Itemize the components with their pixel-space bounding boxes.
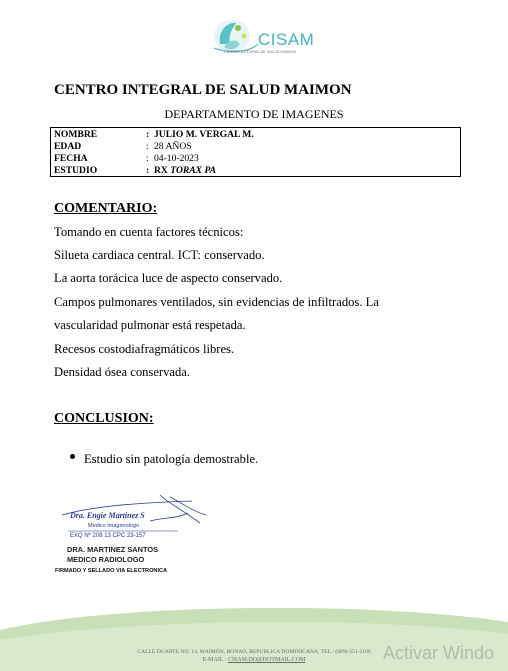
comment-line: Recesos costodiafragmáticos libres. xyxy=(54,342,235,356)
date-value: 04-10-2023 xyxy=(154,153,199,164)
name-label: NOMBRE xyxy=(54,129,98,140)
age-label: EDAD xyxy=(54,141,82,152)
doctor-name: DRA. MARTINEZ SANTOS xyxy=(67,545,159,554)
study-rest: TORAX PA xyxy=(170,165,217,176)
comment-line: Densidad ósea conservada. xyxy=(54,365,191,379)
conclusion-heading: CONCLUSION: xyxy=(54,411,154,426)
comment-heading: COMENTARIO: xyxy=(54,201,158,216)
colon: : xyxy=(146,165,150,176)
study-value xyxy=(152,165,216,177)
info-row-age xyxy=(54,141,460,153)
signed-note: FIRMADO Y SELLADO VIA ELECTRONICA xyxy=(55,568,168,574)
logo-wordmark: CISAM xyxy=(258,30,315,49)
bullet-dot-icon xyxy=(70,454,75,459)
logo-subtitle: CENTRO INTEGRAL DE SALUD MAIMON xyxy=(224,50,296,54)
document-title: CENTRO INTEGRAL DE SALUD MAIMON xyxy=(54,82,352,98)
info-row-study xyxy=(54,165,460,177)
stamp-exequatur: EXQ Nº 208 13 CPC 23-157 xyxy=(70,533,146,539)
signature-stamp xyxy=(60,493,210,543)
info-row-date xyxy=(54,153,460,165)
comment-line: La aorta torácica luce de aspecto conservado. xyxy=(54,271,283,285)
doctor-title: MEDICO RADIOLOGO xyxy=(67,555,145,564)
stamp-title: Medico Imagenologo xyxy=(88,523,140,529)
comment-line: Silueta cardiaca central. ICT: conservado. xyxy=(54,248,265,262)
comment-line: Tomando en cuenta factores técnicos: xyxy=(54,225,244,239)
department-title: DEPARTAMENTO DE IMAGENES xyxy=(164,107,344,121)
age-value: 28 AÑOS xyxy=(154,141,192,152)
stamp-name: Dra. Engie Martinez S xyxy=(70,511,145,520)
conclusion-item: Estudio sin patología demostrable. xyxy=(84,452,259,466)
patient-info-box xyxy=(50,127,461,177)
comment-line: Campos pulmonares ventilados, sin evidencias de infiltrados. La xyxy=(54,295,379,309)
study-prefix: RX xyxy=(154,165,168,176)
colon: : xyxy=(146,141,149,152)
colon: : xyxy=(146,153,149,164)
footer-address: CALLE DUARTE NO. 13, MAIMÓN, BONAO, REPUBLICA DOMINICANA, TEL.: (809)-551-2106 xyxy=(137,649,371,655)
email-link[interactable]: CISAM.DO@HOTMAIL.COM xyxy=(227,657,306,663)
email-label: E-MAIL : xyxy=(202,657,227,663)
info-row-name xyxy=(54,129,460,141)
name-value: JULIO M. VERGAL M. xyxy=(154,129,254,140)
study-label: ESTUDIO xyxy=(54,165,98,176)
activation-watermark: Activar Windo xyxy=(383,643,495,663)
date-label: FECHA xyxy=(54,153,88,164)
comment-line: vascularidad pulmonar está respetada. xyxy=(54,318,246,332)
colon: : xyxy=(146,129,150,140)
